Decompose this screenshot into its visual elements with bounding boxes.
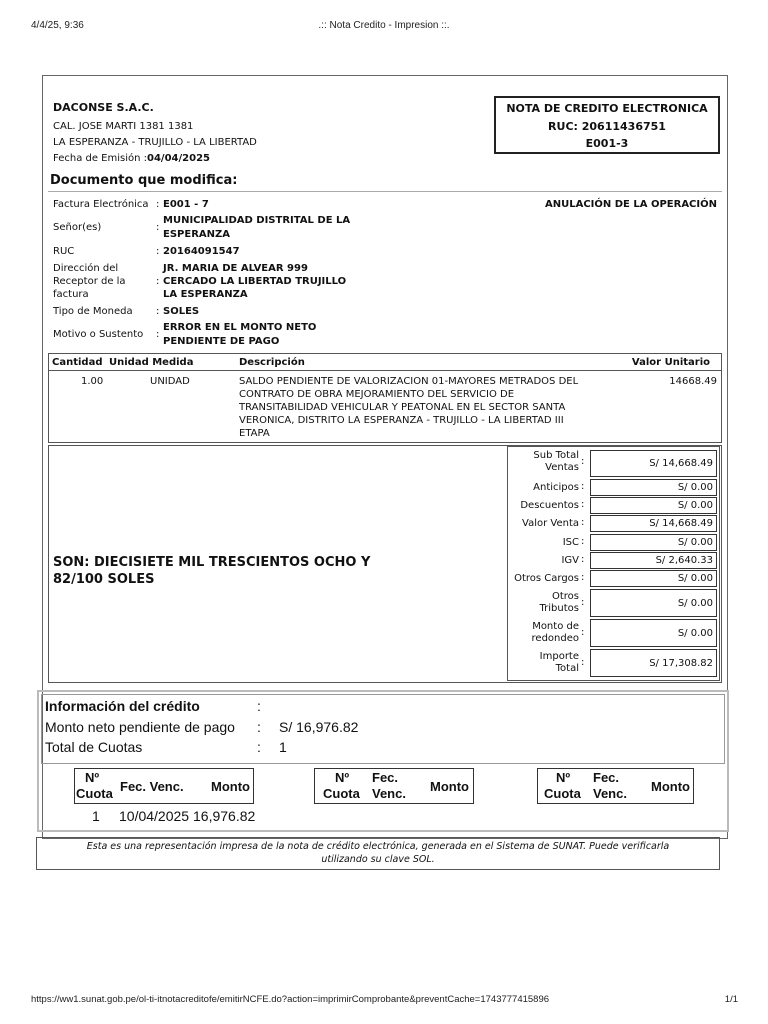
total-value: S/ 0.00	[590, 479, 717, 496]
total-colon: :	[581, 456, 585, 467]
customer-line1: MUNICIPALIDAD DISTRITAL DE LA	[163, 215, 351, 226]
currency-label: Tipo de Moneda	[53, 306, 133, 317]
total-label-line: Total	[555, 663, 579, 674]
col-due-date: Fec. Venc.	[120, 779, 184, 794]
total-label: Valor Venta	[522, 518, 579, 529]
document-number: E001-3	[585, 137, 629, 150]
col-n-line1: Nº	[556, 770, 571, 785]
currency-colon: :	[156, 306, 160, 317]
sunat-note-line2: utilizando su clave SOL.	[321, 854, 435, 865]
total-colon: :	[581, 481, 585, 492]
issue-date-label: Fecha de Emisión :	[53, 153, 148, 164]
col-amount: Monto	[211, 779, 250, 794]
total-value: S/ 14,668.49	[590, 515, 717, 532]
total-value: S/ 0.00	[590, 570, 717, 587]
col-n-line2: Cuota	[323, 786, 360, 801]
credit-heading-colon: :	[257, 698, 261, 714]
total-label-line: redondeo	[531, 633, 579, 644]
installments-colon: :	[257, 739, 261, 755]
currency-value: SOLES	[163, 306, 200, 317]
total-value: S/ 0.00	[590, 534, 717, 551]
col-n-line1: Nº	[335, 770, 350, 785]
col-due-date-line2: Venc.	[372, 786, 406, 801]
total-label: ISC	[562, 537, 579, 548]
total-label: Otros Cargos	[514, 573, 579, 584]
document-type: NOTA DE CREDITO ELECTRONICA	[506, 102, 708, 115]
total-colon: :	[581, 597, 585, 608]
total-label-line: Importe	[539, 651, 579, 662]
address-label-line2: Receptor de la	[53, 276, 126, 287]
amount-in-words-line2: 82/100 SOLES	[53, 572, 155, 587]
row-qty: 1.00	[81, 376, 104, 387]
row-description-line: VERONICA, DISTRITO LA ESPERANZA - TRUJILLO - LA LIBERTAD III	[239, 415, 564, 426]
installments-table-3	[537, 768, 694, 804]
customer-ruc-colon: :	[156, 246, 160, 257]
total-label-line: Sub Total	[533, 450, 579, 461]
address-line2: CERCADO LA LIBERTAD TRUJILLO	[163, 276, 347, 287]
reason-line1: ERROR EN EL MONTO NETO	[163, 322, 317, 333]
issue-date-row	[53, 152, 210, 165]
total-value: S/ 0.00	[590, 589, 717, 617]
total-colon: :	[581, 554, 585, 565]
print-page-count: 1/1	[724, 994, 738, 1005]
installments-table-2	[314, 768, 474, 804]
reason-label: Motivo o Sustento	[53, 329, 144, 340]
issue-date-value: 04/04/2025	[147, 153, 210, 164]
reason-colon: :	[156, 329, 160, 340]
total-colon: :	[581, 517, 585, 528]
net-pending-colon: :	[257, 719, 261, 735]
row-description	[239, 375, 578, 440]
amount-in-words-line1: SON: DIECISIETE MIL TRESCIENTOS OCHO Y	[53, 555, 371, 570]
total-label-line: Ventas	[545, 462, 579, 473]
address-line3: LA ESPERANZA	[163, 289, 248, 300]
installments-table-1	[74, 768, 254, 804]
issuer-address-line1: CAL. JOSE MARTI 1381 1381	[53, 121, 194, 132]
invoice-value: E001 - 7	[163, 199, 209, 210]
total-colon: :	[581, 572, 585, 583]
total-label: Descuentos	[520, 500, 579, 511]
modifies-heading: Documento que modifica:	[50, 173, 238, 188]
invoice-label: Factura Electrónica	[53, 199, 149, 210]
operation-type: ANULACIÓN DE LA OPERACIÓN	[545, 199, 717, 210]
total-value: S/ 0.00	[590, 497, 717, 514]
items-header-unit: Unidad Medida	[109, 357, 194, 368]
installments-label: Total de Cuotas	[45, 739, 143, 755]
total-colon: :	[581, 536, 585, 547]
items-header-qty: Cantidad	[52, 357, 103, 368]
total-label-line: Tributos	[539, 603, 579, 614]
installment-due-date: 10/04/2025	[119, 808, 190, 824]
customer-line2: ESPERANZA	[163, 229, 230, 240]
col-n-line2: Cuota	[544, 786, 581, 801]
issuer-name: DACONSE S.A.C.	[53, 101, 154, 114]
amount-in-words	[53, 554, 370, 588]
col-due-date-line1: Fec.	[372, 770, 399, 785]
print-url[interactable]: https://ww1.sunat.gob.pe/ol-ti-itnotacreditofe/emitirNCFE.do?action=imprimirComprobante&preventCache=1743777415896	[31, 994, 550, 1005]
customer-ruc-value: 20164091547	[163, 246, 240, 257]
total-label	[509, 591, 579, 615]
row-price: 14668.49	[669, 376, 717, 387]
print-page-title: .:: Nota Credito - Impresion ::.	[318, 20, 450, 31]
items-header-desc: Descripción	[239, 357, 305, 368]
total-label	[509, 450, 579, 474]
row-description-line: SALDO PENDIENTE DE VALORIZACION 01-MAYORES METRADOS DEL	[239, 376, 579, 387]
address-label-line1: Dirección del	[53, 263, 119, 274]
total-value: S/ 14,668.49	[590, 450, 717, 477]
row-description-line: TRANSITABILIDAD VEHICULAR Y PEATONAL EN EL SECTOR SANTA	[239, 402, 566, 413]
total-label	[509, 621, 579, 645]
net-pending-label: Monto neto pendiente de pago	[45, 719, 235, 735]
address-line1: JR. MARIA DE ALVEAR 999	[163, 263, 308, 274]
address-colon: :	[156, 276, 160, 287]
issuer-ruc: RUC: 20611436751	[548, 120, 666, 133]
total-value: S/ 2,640.33	[590, 552, 717, 569]
issuer-address-line2: LA ESPERANZA - TRUJILLO - LA LIBERTAD	[53, 137, 257, 148]
customer-label: Señor(es)	[53, 222, 102, 233]
document-id-box	[494, 96, 720, 154]
col-amount: Monto	[430, 779, 469, 794]
items-header-price: Valor Unitario	[631, 357, 710, 368]
address-label-line3: factura	[53, 289, 89, 300]
col-due-date-line1: Fec.	[593, 770, 620, 785]
net-pending-value: S/ 16,976.82	[279, 719, 359, 735]
total-label	[509, 651, 579, 675]
total-value: S/ 17,308.82	[590, 649, 717, 677]
col-n-line1: Nº	[85, 770, 100, 785]
total-label-line: Monto de	[532, 621, 579, 632]
row-description-line: ETAPA	[239, 428, 270, 439]
print-datetime: 4/4/25, 9:36	[31, 20, 84, 31]
total-colon: :	[581, 499, 585, 510]
row-description-line: CONTRATO DE OBRA MEJORAMIENTO DEL SERVICIO DE	[239, 389, 515, 400]
total-value: S/ 0.00	[590, 619, 717, 647]
modifies-divider	[48, 191, 722, 192]
items-table	[48, 353, 722, 443]
total-label: Anticipos	[533, 482, 579, 493]
col-due-date-line2: Venc.	[593, 786, 627, 801]
items-header-divider	[49, 370, 721, 371]
installments-value: 1	[279, 739, 287, 755]
credit-heading: Información del crédito	[45, 698, 200, 714]
total-colon: :	[581, 657, 585, 668]
customer-ruc-label: RUC	[53, 246, 75, 257]
row-unit: UNIDAD	[150, 376, 190, 387]
reason-line2: PENDIENTE DE PAGO	[163, 336, 280, 347]
col-amount: Monto	[651, 779, 690, 794]
invoice-colon: :	[156, 199, 160, 210]
installment-number: 1	[92, 808, 100, 824]
sunat-note-line1: Esta es una representación impresa de la nota de crédito electrónica, generada en el Sistema de SUNAT. Puede verificarla	[86, 841, 670, 852]
installment-amount: 16,976.82	[193, 808, 256, 824]
total-label-line: Otros	[551, 591, 579, 602]
total-label: IGV	[561, 555, 579, 566]
customer-colon: :	[156, 222, 160, 233]
sunat-note-box	[36, 837, 720, 870]
total-colon: :	[581, 627, 585, 638]
col-n-line2: Cuota	[76, 786, 113, 801]
